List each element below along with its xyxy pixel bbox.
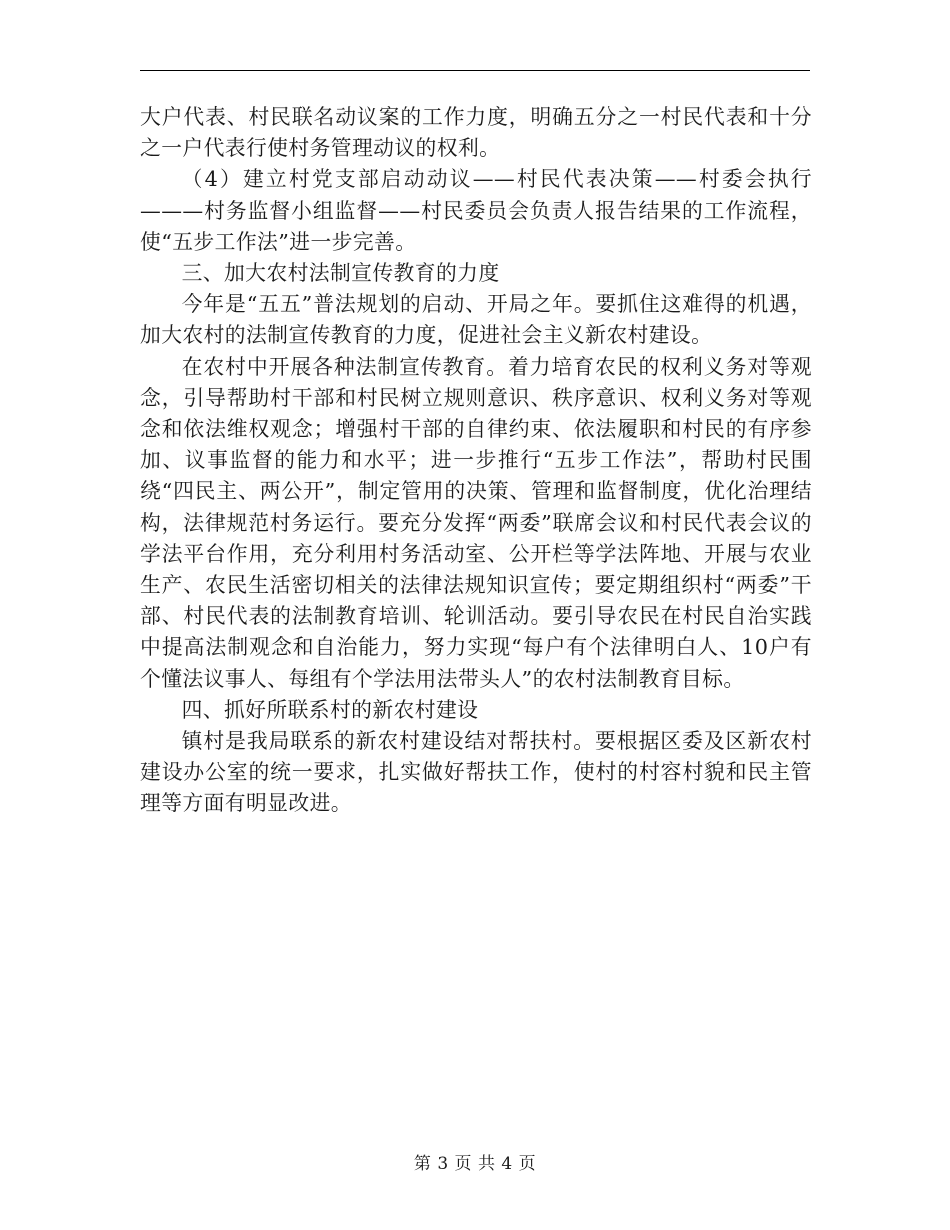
page-number-footer: 第 3 页 共 4 页 [413, 1154, 537, 1174]
paragraph-continuation: 大户代表、村民联名动议案的工作力度，明确五分之一村民代表和十分之一户代表行使村务管理动议的权利。 [140, 105, 812, 161]
paragraph-assistance: 镇村是我局联系的新农村建设结对帮扶村。要根据区委及区新农村建设办公室的统一要求，扎实做好帮扶工作，使村的村容村貌和民主管理等方面有明显改进。 [140, 729, 812, 816]
paragraph-item-4: （4）建立村党支部启动动议——村民代表决策——村委会执行———村务监督小组监督——村民委员会负责人报告结果的工作流程，使“五步工作法”进一步完善。 [140, 167, 812, 254]
document-body [140, 102, 812, 820]
section-heading-4: 四、抓好所联系村的新农村建设 [181, 697, 479, 722]
section-heading-3: 三、加大农村法制宣传教育的力度 [181, 261, 500, 286]
paragraph-legal-education: 在农村中开展各种法制宣传教育。着力培育农民的权利义务对等观念，引导帮助村干部和村民树立规则意识、秩序意识、权利义务对等观念和依法维权观念；增强村干部的自律约束、依法履职和村民的有序参加、议事监督的能力和水平；进一步推行“五步工作法”，帮助村民围绕“四民主、两公开”，制定管用的决策、管理和监督制度，优化治理结构，法律规范村务运行。要充分发挥“两委”联席会议和村民代表会议的学法平台作用，充分利用村务活动室、公开栏等学法阵地、开展与农业生产、农民生活密切相关的法律法规知识宣传；要定期组织村“两委”干部、村民代表的法制教育培训、轮训活动。要引导农民在村民自治实践中提高法制观念和自治能力，努力实现“每户有个法律明白人、10户有个懂法议事人、每组有个学法用法带头人”的农村法制教育目标。 [140, 354, 812, 691]
paragraph-wuwu-plan: 今年是“五五”普法规划的启动、开局之年。要抓住这难得的机遇，加大农村的法制宣传教育的力度，促进社会主义新农村建设。 [140, 292, 812, 348]
header-rule [140, 70, 810, 71]
